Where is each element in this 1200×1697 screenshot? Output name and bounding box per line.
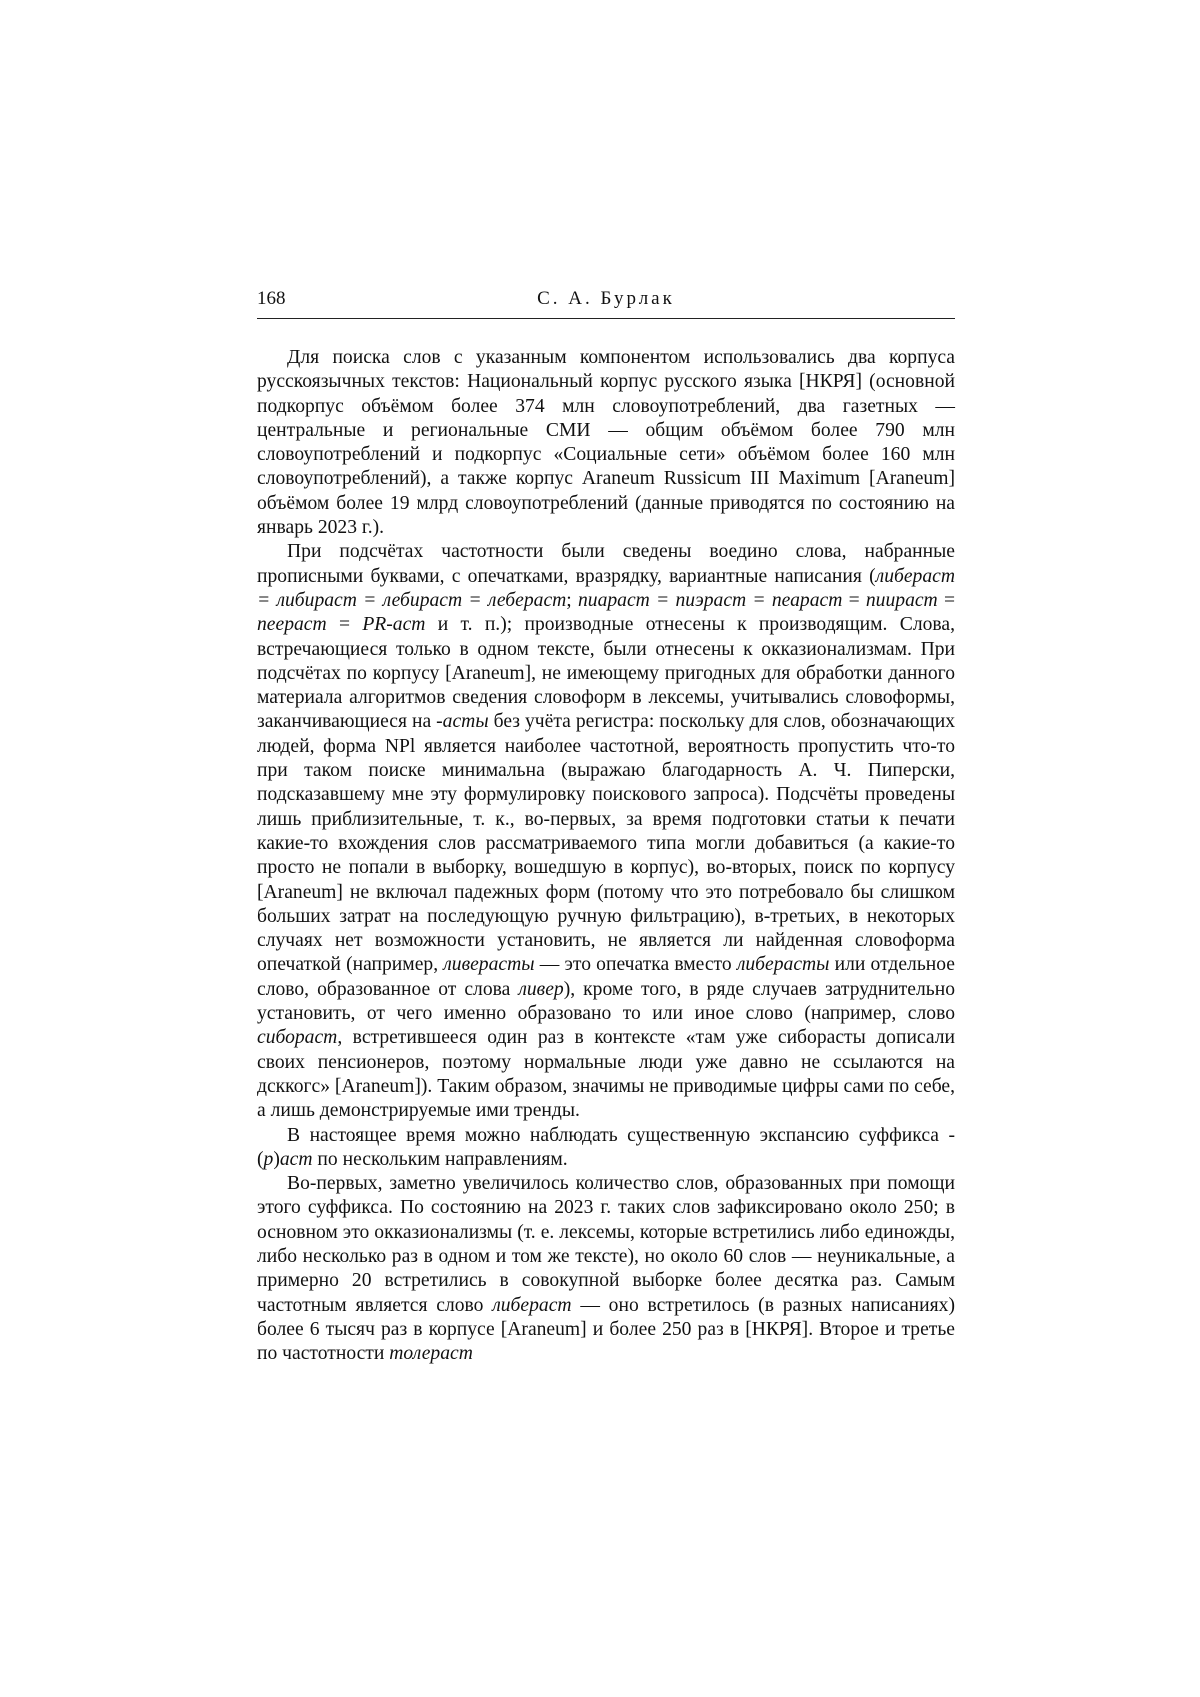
italic-term: толераст: [389, 1343, 473, 1365]
text-run: Во-первых, заметно увеличилось количество слов, образованных при помощи этого суффикса. По состоянию на 2023 г. таких слов зафиксировано около 250; в основном это окказионализмы (т. е. лексемы, которые встретились либо единожды, либо несколько раз в одном и том же тексте), но около 60 слов — неуникальные, а примерно 20 встретились в совокупной выборке более десятка раз. Самым частотным является слово: [257, 1173, 955, 1316]
paragraph-first-direction: [257, 1172, 955, 1366]
text-run: =: [937, 589, 956, 611]
text-run: и т. п.); производные отнесены к производящим. Слова, встречающиеся только в одном тексте, были отнесены к окказионализмам. При подсчётах по корпусу [Araneum], не имеющему пригодных для обработки данного материала алгоритмов сведения словоформ в лексемы, учитывались словоформы, заканчивающиеся на: [257, 614, 955, 733]
text-run: ;: [566, 589, 578, 611]
italic-term: пиараст = пиэраст = пеараст: [577, 589, 843, 611]
italic-term: либераст = либираст = лебираст = лебераст: [257, 565, 955, 611]
text-run: — оно встретилось (в разных написаниях) более 6 тысяч раз в корпусе [Araneum] и более 250 раз в [НКРЯ]. Второе и третье по частотности: [257, 1294, 955, 1365]
page-header: [257, 288, 955, 319]
italic-term: пеераст: [257, 614, 327, 636]
text-run: без учёта регистра: поскольку для слов, обозначающих людей, форма NPl является наиболее частотной, вероятность пропустить что-то при таком поиске минимальна (выражаю благодарность А. Ч. Пиперски, подсказавшему мне эту формулировку поискового запроса). Подсчёты проведены лишь приблизительные, т. к., во-первых, за время подготовки статьи к печати какие-то вхождения слов рассматриваемого типа могли добавиться (а какие-то просто не попали в выборку, вошедшую в корпус), во-вторых, поиск по корпусу [Araneum] не включал падежных форм (потому что это потребовало бы слишком больших затрат на последующую ручную фильтрацию), в-третьих, в некоторых случаях нет возможности установить, не является ли найденная словоформа опечаткой (например,: [257, 711, 955, 976]
article-body: [257, 346, 955, 1366]
text-run: или отдельное слово, образованное от слова: [257, 954, 955, 1000]
italic-term: аст: [279, 1148, 313, 1170]
italic-term: либерасты: [736, 954, 830, 976]
text-run: =: [842, 589, 866, 611]
text-run: ): [273, 1148, 280, 1170]
text-run: При подсчётах частотности были сведены воедино слова, набранные прописными буквами, с опечатками, вразрядку, вариантные написания (: [257, 541, 955, 587]
italic-term: ливер: [518, 978, 564, 1000]
italic-term: ливерасты: [443, 954, 535, 976]
paragraph-corpora: [257, 346, 955, 540]
italic-term: PR-аст: [362, 614, 426, 636]
paragraph-expansion: [257, 1124, 955, 1173]
text-run: В настоящее время можно наблюдать существенную экспансию суффикса -(: [257, 1124, 955, 1170]
running-head-author: С. А. Бурлак: [537, 288, 675, 309]
text-run: — это опечатка вместо: [534, 954, 737, 976]
text-run: Для поиска слов с указанным компонентом использовались два корпуса русскоязычных текстов: Национальный корпус русского языка [НКРЯ] (основной подкорпус объёмом более 374 млн словоупотреблений, два газетных — центральные и региональные СМИ — общим объёмом более 790 млн словоупотреблений и подкорпус «Социальные сети» объёмом более 160 млн словоупотреблений), а также корпус Araneum Russicum III Maximum [Araneum] объёмом более 19 млрд словоупотреблений (данные приводятся по состоянию на январь 2023 г.).: [257, 347, 955, 539]
page-number: 168: [257, 288, 286, 309]
text-run: ), кроме того, в ряде случаев затруднительно установить, от чего именно образовано то или иное слово (например, слово: [257, 978, 955, 1025]
text-run: по нескольким направлениям.: [312, 1148, 568, 1170]
text-run: =: [326, 614, 363, 636]
italic-term: сибораст: [257, 1027, 338, 1049]
italic-term: -асты: [436, 711, 489, 733]
italic-term: р: [263, 1148, 274, 1170]
italic-term: пиираст: [865, 589, 938, 611]
text-run: , встретившееся один раз в контексте «там уже сиборасты дописали своих пенсионеров, поэтому нормальные люди уже давно не ссылаются на дсккогс» [Araneum]). Таким образом, значимы не приводимые цифры сами по себе, а лишь демонстрируемые ими тренды.: [257, 1027, 956, 1122]
paragraph-frequency-counts: [257, 540, 955, 1123]
italic-term: либераст: [492, 1294, 572, 1316]
